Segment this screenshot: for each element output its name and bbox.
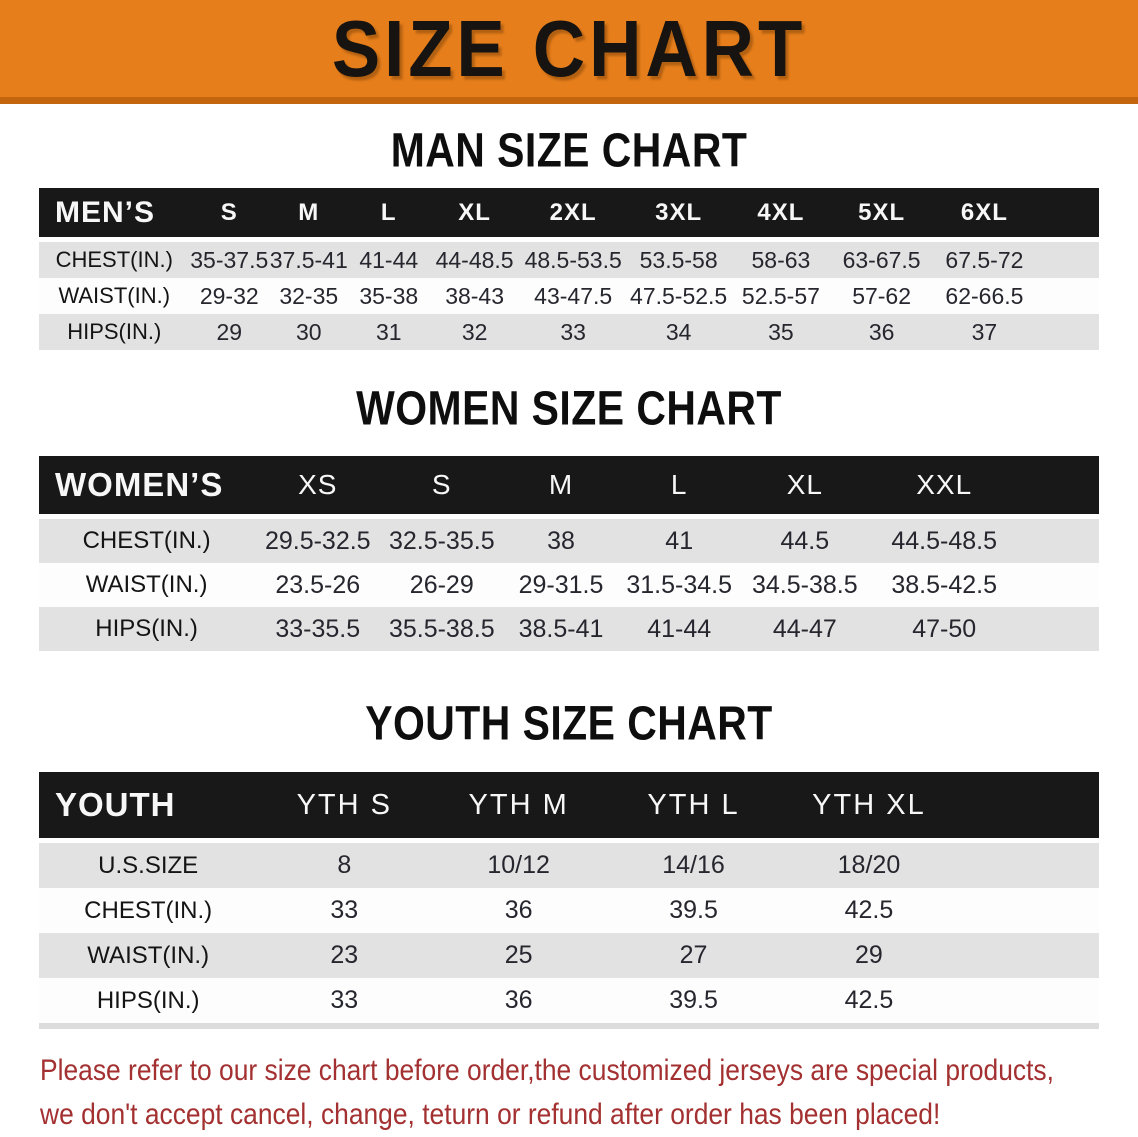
measurement-value: 41 xyxy=(620,517,739,564)
measurement-value: 32 xyxy=(461,318,488,345)
measurement-value: 25 xyxy=(504,941,533,969)
measurement-row xyxy=(39,314,1099,350)
measurement-value: 38 xyxy=(502,517,620,564)
size-header-row xyxy=(39,772,1099,841)
measurement-value: 29-31.5 xyxy=(518,570,604,599)
measurement-value: 33 xyxy=(560,318,586,345)
size-column-header: 4XL xyxy=(731,188,831,240)
disclaimer-line-2: we don't accept cancel, change, teturn or refund after order has been placed! xyxy=(40,1098,941,1131)
size-column-header: 5XL xyxy=(831,188,933,240)
size-column-header: M xyxy=(502,456,620,517)
measurement-value: 29 xyxy=(855,941,883,969)
disclaimer-note xyxy=(40,1049,1138,1137)
table-title-cell: YOUTH xyxy=(39,772,257,841)
size-column-header: XS xyxy=(254,456,381,517)
size-column-header: S xyxy=(190,188,269,240)
measurement-label: CHEST(IN.) xyxy=(84,896,213,924)
measurement-value: 42.5 xyxy=(844,896,894,924)
spacer-cell xyxy=(1036,188,1099,240)
measurement-value: 47-50 xyxy=(912,614,977,643)
measurement-label: HIPS(IN.) xyxy=(95,615,198,642)
measurement-row xyxy=(39,278,1099,314)
table-title-cell: WOMEN’S xyxy=(39,456,254,517)
measurement-label: WAIST(IN.) xyxy=(85,571,208,598)
measurement-value: 38.5-41 xyxy=(518,614,604,643)
disclaimer-line-1: Please refer to our size chart before order,the customized jerseys are special products, xyxy=(40,1054,1054,1087)
measurement-label: U.S.SIZE xyxy=(39,841,257,889)
size-chart-banner xyxy=(0,0,1138,104)
measurement-value: 33 xyxy=(330,896,359,924)
measurement-value: 41-44 xyxy=(647,614,712,643)
measurement-label: WAIST(IN.) xyxy=(58,283,171,308)
measurement-value: 35.5-38.5 xyxy=(388,614,495,643)
table-title-cell: MEN’S xyxy=(39,188,190,240)
size-column-header: 6XL xyxy=(932,188,1036,240)
measurement-value: 52.5-57 xyxy=(741,282,820,309)
measurement-value: 29-32 xyxy=(199,282,259,309)
measurement-value: 36 xyxy=(868,318,895,345)
measurement-value: 34.5-38.5 xyxy=(751,570,858,599)
measurement-value: 35-37.5 xyxy=(190,240,269,279)
spacer-cell xyxy=(957,978,1099,1026)
measurement-value: 18/20 xyxy=(781,841,957,889)
measurement-value: 44-48.5 xyxy=(429,240,520,279)
spacer-cell xyxy=(957,841,1099,889)
measurement-value: 58-63 xyxy=(731,240,831,279)
measurement-row xyxy=(39,240,1099,279)
size-column-header: 3XL xyxy=(626,188,731,240)
measurement-value: 36 xyxy=(504,896,533,924)
spacer-cell xyxy=(1017,607,1099,651)
measurement-value: 35 xyxy=(768,318,794,345)
measurement-value: 41-44 xyxy=(348,240,429,279)
measurement-row xyxy=(39,841,1099,889)
spacer-cell xyxy=(1036,278,1099,314)
measurement-value: 57-62 xyxy=(852,282,912,309)
measurement-value: 32.5-35.5 xyxy=(381,517,502,564)
measurement-value: 67.5-72 xyxy=(932,240,1036,279)
measurement-value: 48.5-53.5 xyxy=(520,240,626,279)
measurement-label: CHEST(IN.) xyxy=(39,240,190,279)
measurement-value: 53.5-58 xyxy=(626,240,731,279)
size-column-header: XL xyxy=(739,456,872,517)
measurement-value: 36 xyxy=(504,986,533,1014)
spacer-cell xyxy=(957,933,1099,978)
measurement-value: 42.5 xyxy=(844,986,894,1014)
measurement-value: 37 xyxy=(971,318,998,345)
spacer-cell xyxy=(1036,314,1099,350)
size-header-row xyxy=(39,456,1099,517)
measurement-value: 27 xyxy=(679,941,708,969)
measurement-row xyxy=(39,607,1099,651)
spacer-cell xyxy=(957,772,1099,841)
measurement-value: 39.5 xyxy=(669,896,718,924)
spacer-cell xyxy=(1017,563,1099,607)
size-header-row xyxy=(39,188,1099,240)
man-section-title: MAN SIZE CHART xyxy=(390,123,748,178)
measurement-label: WAIST(IN.) xyxy=(87,941,210,969)
measurement-row xyxy=(39,563,1099,607)
measurement-value: 23 xyxy=(330,941,359,969)
size-column-header: XXL xyxy=(871,456,1017,517)
measurement-value: 35-38 xyxy=(359,282,419,309)
measurement-value: 33-35.5 xyxy=(275,614,361,643)
measurement-row xyxy=(39,978,1099,1026)
measurement-value: 29.5-32.5 xyxy=(254,517,381,564)
measurement-value: 44.5 xyxy=(739,517,872,564)
spacer-cell xyxy=(957,888,1099,933)
measurement-value: 43-47.5 xyxy=(534,282,613,309)
size-column-header: YTH M xyxy=(431,772,606,841)
measurement-value: 30 xyxy=(295,318,322,345)
spacer-cell xyxy=(1017,456,1099,517)
measurement-value: 10/12 xyxy=(431,841,606,889)
measurement-value: 14/16 xyxy=(606,841,781,889)
men-size-table xyxy=(39,188,1099,350)
measurement-value: 33 xyxy=(330,986,359,1014)
banner-title: SIZE CHART xyxy=(331,3,807,94)
size-column-header: M xyxy=(269,188,348,240)
size-column-header: L xyxy=(620,456,739,517)
youth-size-table xyxy=(39,772,1099,1029)
measurement-label: CHEST(IN.) xyxy=(39,517,254,564)
measurement-value: 63-67.5 xyxy=(831,240,933,279)
size-column-header: L xyxy=(348,188,429,240)
measurement-value: 44.5-48.5 xyxy=(871,517,1017,564)
measurement-value: 37.5-41 xyxy=(269,240,348,279)
women-size-table xyxy=(39,456,1099,651)
measurement-label: HIPS(IN.) xyxy=(96,986,200,1014)
youth-section-title: YOUTH SIZE CHART xyxy=(365,696,773,751)
size-column-header: S xyxy=(381,456,502,517)
size-column-header: 2XL xyxy=(520,188,626,240)
measurement-value: 8 xyxy=(257,841,431,889)
size-column-header: YTH XL xyxy=(781,772,957,841)
measurement-value: 38.5-42.5 xyxy=(891,570,998,599)
measurement-value: 34 xyxy=(665,318,692,345)
measurement-value: 31 xyxy=(375,318,402,345)
measurement-row xyxy=(39,517,1099,564)
spacer-cell xyxy=(1017,517,1099,564)
measurement-row xyxy=(39,888,1099,933)
measurement-value: 26-29 xyxy=(409,570,474,599)
size-column-header: YTH L xyxy=(606,772,781,841)
size-column-header: YTH S xyxy=(257,772,431,841)
measurement-row xyxy=(39,933,1099,978)
size-column-header: XL xyxy=(429,188,520,240)
measurement-label: HIPS(IN.) xyxy=(67,319,162,344)
measurement-value: 29 xyxy=(216,318,243,345)
spacer-cell xyxy=(1036,240,1099,279)
measurement-value: 44-47 xyxy=(772,614,837,643)
measurement-value: 47.5-52.5 xyxy=(630,282,728,309)
measurement-value: 38-43 xyxy=(445,282,505,309)
women-section-title: WOMEN SIZE CHART xyxy=(356,381,782,436)
measurement-value: 23.5-26 xyxy=(275,570,361,599)
measurement-value: 32-35 xyxy=(279,282,339,309)
measurement-value: 31.5-34.5 xyxy=(626,570,733,599)
measurement-value: 39.5 xyxy=(669,986,718,1014)
measurement-value: 62-66.5 xyxy=(945,282,1024,309)
